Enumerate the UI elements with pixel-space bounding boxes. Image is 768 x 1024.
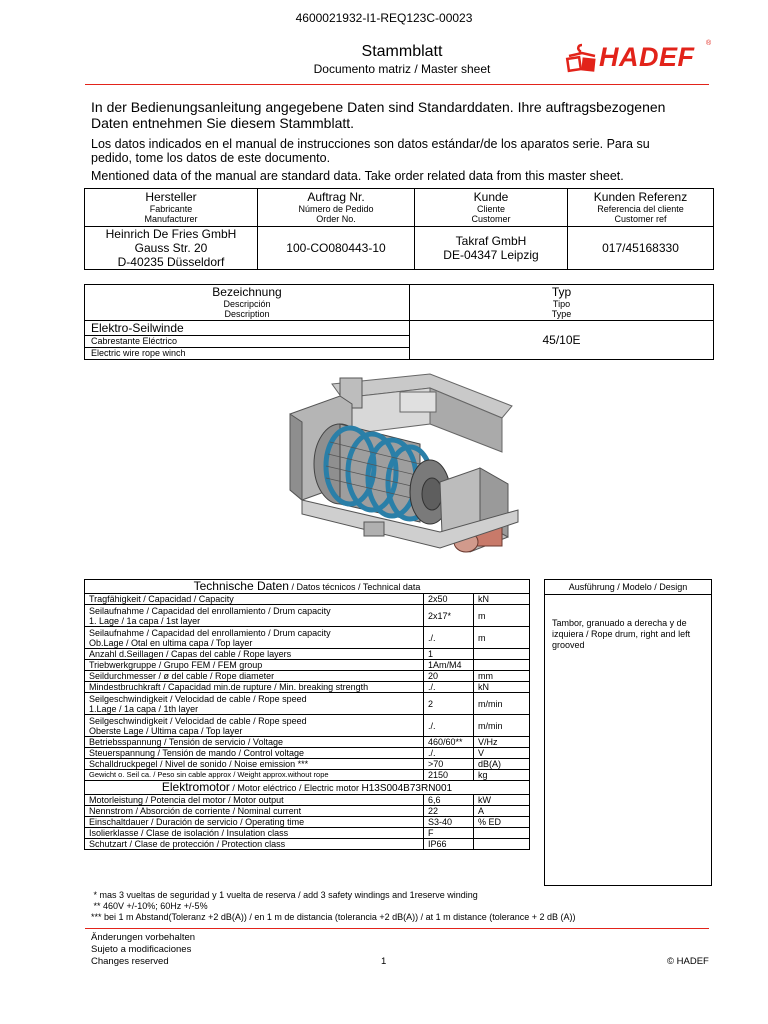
order-number: 100-CO080443-10 — [258, 227, 415, 270]
motor-data-row — [85, 806, 530, 817]
spec-value: ./. — [424, 682, 474, 693]
spec-unit: V — [474, 748, 530, 759]
footer-changes-de: Änderungen vorbehalten — [91, 932, 196, 943]
header-manufacturer: Hersteller Fabricante Manufacturer — [85, 189, 258, 227]
spec-label: Seilaufnahme / Capacidad del enrollamiento / Drum capacity 1. Lage / 1a capa / 1st layer — [85, 605, 424, 627]
page-subtitle: Documento matriz / Master sheet — [313, 62, 491, 76]
spec-value: 1 — [424, 649, 474, 660]
design-box-text: Tambor, granuado a derecha y de izquiera / Rope drum, right and left grooved — [552, 618, 691, 650]
spec-unit: m — [474, 627, 530, 649]
spec-unit: m — [474, 605, 530, 627]
spec-label: Betriebsspannung / Tensión de servicio / Voltage — [85, 737, 424, 748]
design-box — [544, 579, 712, 886]
technical-data-row — [85, 759, 530, 770]
spec-value: ./. — [424, 748, 474, 759]
winch-illustration — [280, 372, 525, 567]
spec-unit: m/min — [474, 715, 530, 737]
hadef-logo — [565, 40, 715, 76]
spec-value: >70 — [424, 759, 474, 770]
type-value: 45/10E — [410, 321, 714, 360]
spec-unit: kg — [474, 770, 530, 781]
spec-label: Seilaufnahme / Capacidad del enrollamiento / Drum capacity Ob.Lage / Otal en ultima capa / Top layer — [85, 627, 424, 649]
technical-data-row — [85, 715, 530, 737]
footnote-2: ** 460V +/-10%; 60Hz +/-5% — [91, 901, 208, 911]
motor-data-row — [85, 839, 530, 850]
technical-data-row — [85, 627, 530, 649]
crane-hook-icon — [565, 42, 599, 74]
motor-spec-label: Nennstrom / Absorción de corriente / Nominal current — [85, 806, 424, 817]
spec-unit: kN — [474, 682, 530, 693]
footer-changes-es: Sujeto a modificaciones — [91, 944, 192, 955]
spec-value: 2x50 — [424, 594, 474, 605]
customer-address: Takraf GmbH DE-04347 Leipzig — [415, 227, 568, 270]
motor-spec-label: Einschaltdauer / Duración de servicio / Operating time — [85, 817, 424, 828]
header-rule — [85, 84, 709, 85]
spec-label: Gewicht o. Seil ca. / Peso sin cable approx / Weight approx.without rope — [85, 770, 424, 781]
spec-label: Steuerspannung / Tensión de mando / Control voltage — [85, 748, 424, 759]
technical-data-header: Technische Daten / Datos técnicos / Technical data — [85, 580, 530, 594]
technical-data-row — [85, 737, 530, 748]
header-customer-ref: Kunden Referenz Referencia del cliente Customer ref — [568, 189, 714, 227]
technical-data-row — [85, 693, 530, 715]
spec-value: 2 — [424, 693, 474, 715]
technical-data-row — [85, 605, 530, 627]
header-customer: Kunde Cliente Customer — [415, 189, 568, 227]
page-title: Stammblatt — [361, 43, 443, 60]
motor-header: Elektromotor / Motor eléctrico / Electric motor H13S004B73RN001 — [85, 781, 530, 795]
motor-spec-label: Isolierklasse / Clase de isolación / Insulation class — [85, 828, 424, 839]
spec-label: Seilgeschwindigkeit / Velocidad de cable / Rope speed 1.Lage / 1a capa / 1th layer — [85, 693, 424, 715]
motor-spec-unit: A — [474, 806, 530, 817]
technical-data-table — [84, 579, 530, 850]
motor-spec-label: Schutzart / Clase de protección / Protection class — [85, 839, 424, 850]
header-order-no: Auftrag Nr. Número de Pedido Order No. — [258, 189, 415, 227]
footer-changes-en: Changes reserved — [91, 956, 169, 967]
technical-data-row — [85, 770, 530, 781]
spec-unit: V/Hz — [474, 737, 530, 748]
spec-value: ./. — [424, 627, 474, 649]
spec-unit: kN — [474, 594, 530, 605]
page-number: 1 — [381, 956, 387, 967]
motor-spec-value: F — [424, 828, 474, 839]
order-table — [84, 188, 714, 270]
technical-data-row — [85, 682, 530, 693]
spec-value: 2150 — [424, 770, 474, 781]
design-box-title: Ausführung / Modelo / Design — [545, 580, 711, 595]
motor-data-row — [85, 817, 530, 828]
motor-data-rows — [85, 795, 530, 850]
motor-spec-value: IP66 — [424, 839, 474, 850]
header-type: Typ Tipo Type — [410, 285, 714, 321]
header-designation: Bezeichnung Descripción Description — [85, 285, 410, 321]
motor-spec-value: S3-40 — [424, 817, 474, 828]
motor-spec-unit — [474, 839, 530, 850]
technical-data-row — [85, 649, 530, 660]
spec-unit — [474, 660, 530, 671]
footnote-1: * mas 3 vueltas de seguridad y 1 vuelta de reserva / add 3 safety windings and 1reserve winding — [91, 890, 478, 900]
document-number: 4600021932-I1-REQ123C-00023 — [295, 11, 473, 25]
intro-english: Mentioned data of the manual are standard data. Take order related data from this master sheet. — [91, 169, 624, 183]
spec-label: Anzahl d.Seillagen / Capas del cable / Rope layers — [85, 649, 424, 660]
motor-spec-value: 6,6 — [424, 795, 474, 806]
spec-unit — [474, 649, 530, 660]
designation-table — [84, 284, 714, 360]
spec-label: Seilgeschwindigkeit / Velocidad de cable / Rope speed Oberste Lage / Ultima capa / Top layer — [85, 715, 424, 737]
motor-spec-unit: % ED — [474, 817, 530, 828]
spec-label: Schalldruckpegel / Nivel de sonido / Noise emission *** — [85, 759, 424, 770]
spec-unit: dB(A) — [474, 759, 530, 770]
motor-spec-unit — [474, 828, 530, 839]
spec-unit: mm — [474, 671, 530, 682]
manufacturer-address: Heinrich De Fries GmbH Gauss Str. 20 D-40235 Düsseldorf — [85, 227, 258, 270]
spec-value: ./. — [424, 715, 474, 737]
technical-data-row — [85, 748, 530, 759]
footnote-3: *** bei 1 m Abstand(Toleranz +2 dB(A)) / en 1 m de distancia (tolerancia +2 dB(A)) / at 1 m distance (tolerance + 2 dB (A)) — [91, 912, 576, 922]
motor-spec-label: Motorleistung / Potencia del motor / Motor output — [85, 795, 424, 806]
technical-data-row — [85, 671, 530, 682]
motor-spec-unit: kW — [474, 795, 530, 806]
spec-label: Tragfähigkeit / Capacidad / Capacity — [85, 594, 424, 605]
brand-name: HADEF — [599, 42, 695, 72]
brand-registered: ® — [706, 40, 712, 47]
spec-value: 460/60** — [424, 737, 474, 748]
spec-unit: m/min — [474, 693, 530, 715]
intro-german: In der Bedienungsanleitung angegebene Daten sind Standarddaten. Ihre auftragsbezogenen Daten entnehmen Sie diesem Stammblatt. — [91, 99, 666, 131]
customer-reference: 017/45168330 — [568, 227, 714, 270]
footer-rule — [85, 928, 709, 929]
motor-data-row — [85, 795, 530, 806]
spec-value: 20 — [424, 671, 474, 682]
intro-spanish: Los datos indicados en el manual de instrucciones son datos estándar/de los aparatos serie. Para su pedido, tome los datos de este documento. — [91, 137, 650, 165]
spec-value: 2x17* — [424, 605, 474, 627]
designation-cell: Elektro-Seilwinde Cabrestante Eléctrico Electric wire rope winch — [85, 321, 410, 360]
motor-spec-value: 22 — [424, 806, 474, 817]
technical-data-row — [85, 660, 530, 671]
motor-data-row — [85, 828, 530, 839]
spec-label: Mindestbruchkraft / Capacidad min.de rupture / Min. breaking strength — [85, 682, 424, 693]
technical-data-row — [85, 594, 530, 605]
spec-label: Seildurchmesser / ø del cable / Rope diameter — [85, 671, 424, 682]
footer-copyright: © HADEF — [667, 956, 709, 967]
spec-label: Triebwerkgruppe / Grupo FEM / FEM group — [85, 660, 424, 671]
spec-value: 1Am/M4 — [424, 660, 474, 671]
technical-data-rows — [85, 594, 530, 781]
